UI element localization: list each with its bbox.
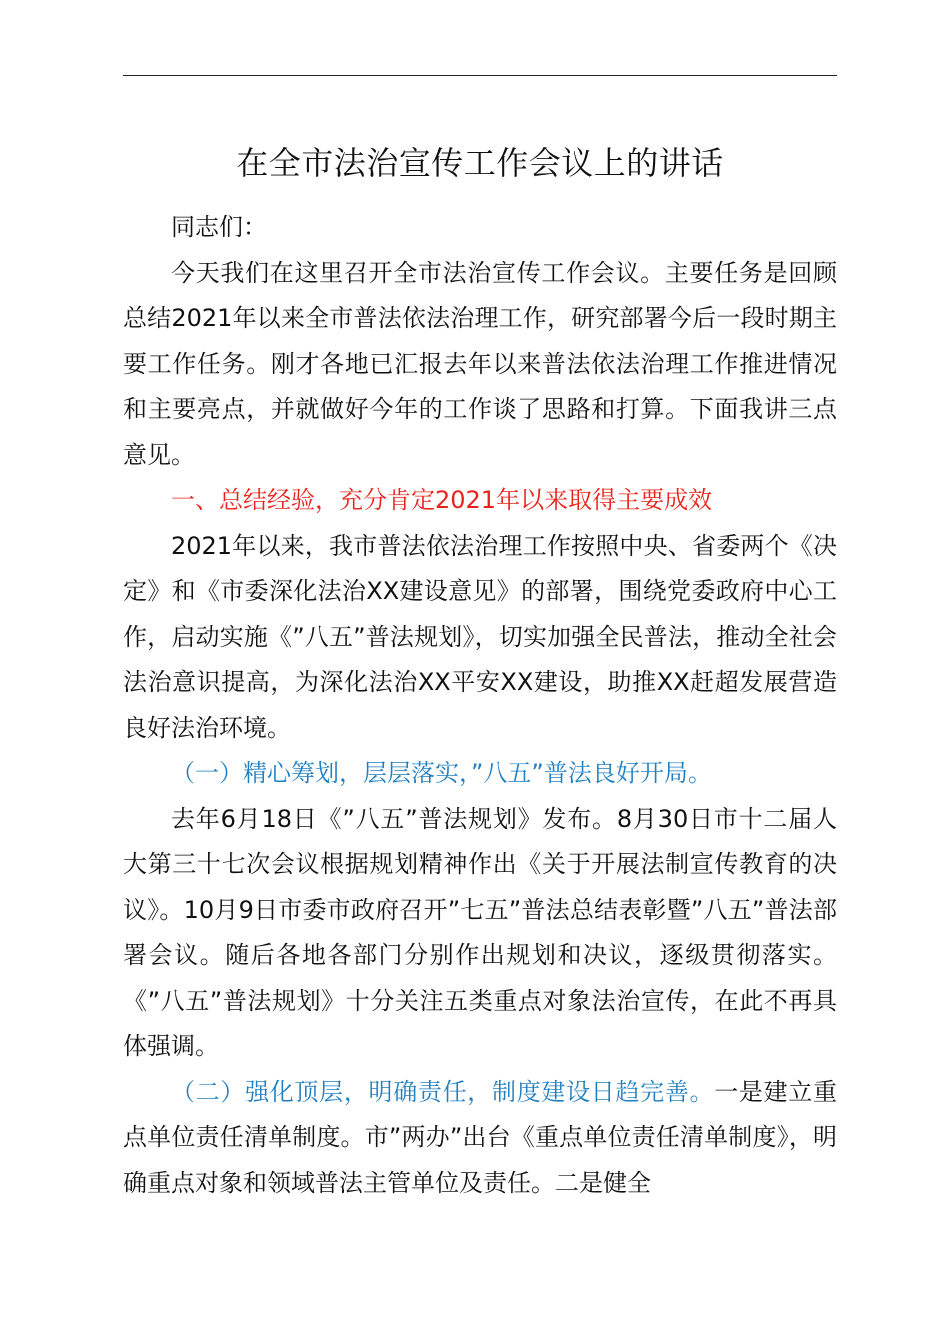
subsection-2-text: 一是建立重点单位责任清单制度。市”两办”出台《重点单位责任清单制度》，明确重点对象和领域普法主管单位及责任。二是健全 — [123, 1077, 838, 1197]
section-1-paragraph: 2021年以来，我市普法依法治理工作按照中央、省委两个《决定》和《市委深化法治XX建设意见》的部署，围绕党委政府中心工作，启动实施《”八五”普法规划》，切实加强全民普法，推动全社会法治意识提高，为深化法治XX平安XX建设，助推XX赶超发展营造良好法治环境。 — [123, 531, 837, 742]
salutation: 同志们： — [171, 213, 267, 241]
section-1-heading: 一、总结经验，充分肯定2021年以来取得主要成效 — [171, 486, 713, 514]
document-title: 在全市法治宣传工作会议上的讲话 — [236, 144, 724, 182]
intro-paragraph: 今天我们在这里召开全市法治宣传工作会议。主要任务是回顾总结2021年以来全市普法依法治理工作，研究部署今后一段时期主要工作任务。刚才各地已汇报去年以来普法依法治理工作推进情况和主要亮点，并就做好今年的工作谈了思路和打算。下面我讲三点意见。 — [123, 258, 837, 469]
subsection-1-heading: （一）精心筹划，层层落实，”八五”普法良好开局。 — [171, 759, 712, 787]
subsection-2-paragraph — [123, 1070, 837, 1207]
subsection-2-heading: （二）强化顶层，明确责任，制度建设日趋完善。 — [171, 1077, 715, 1106]
document-body — [123, 205, 837, 1206]
header-rule — [123, 75, 837, 76]
subsection-1-paragraph: 去年6月18日《”八五”普法规划》发布。8月30日市十二届人大第三十七次会议根据规划精神作出《关于开展法制宣传教育的决议》。10月9日市委市政府召开”七五”普法总结表彰暨”八五”普法部署会议。随后各地各部门分别作出规划和决议，逐级贯彻落实。《”八五”普法规划》十分关注五类重点对象法治宣传，在此不再具体强调。 — [123, 804, 837, 1060]
